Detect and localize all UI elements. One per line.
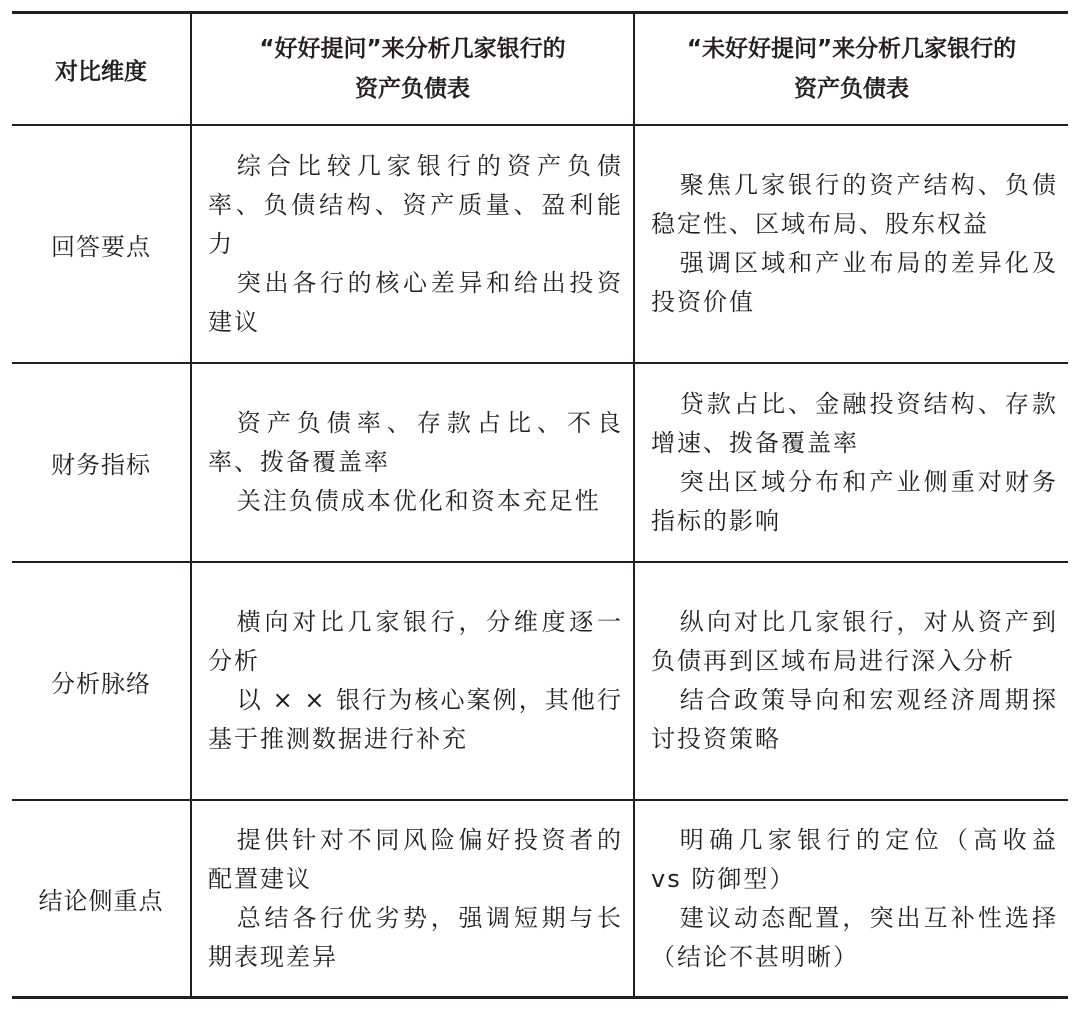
cell-paragraph: 聚焦几家银行的资产结构、负债稳定性、区域布局、股东权益: [651, 171, 1058, 238]
row-dimension: 回答要点: [12, 125, 191, 363]
cell-paragraph: 强调区域和产业布局的差异化及投资价值: [651, 249, 1058, 316]
cell-paragraph: 综合比较几家银行的资产负债率、负债结构、资产质量、盈利能力: [208, 151, 623, 258]
table-row: [12, 125, 1068, 363]
cell-paragraph: 结合政策导向和宏观经济周期探讨投资策略: [651, 686, 1058, 753]
row-good-cell: [191, 800, 634, 998]
header-bad-question: [634, 13, 1068, 126]
row-dimension: 结论侧重点: [12, 800, 191, 998]
comparison-table: [12, 11, 1068, 999]
cell-paragraph: 突出区域分布和产业侧重对财务指标的影响: [651, 467, 1058, 535]
table-header-row: [12, 13, 1068, 126]
cell-paragraph: 突出各行的核心差异和给出投资建议: [208, 268, 623, 336]
row-bad-cell: [634, 800, 1068, 998]
row-dimension: 财务指标: [12, 363, 191, 562]
cell-paragraph: 纵向对比几家银行，对从资产到负债再到区域布局进行深入分析: [651, 608, 1058, 675]
table-row: [12, 562, 1068, 800]
cell-paragraph: 明确几家银行的定位（高收益 vs 防御型）: [651, 825, 1058, 893]
comparison-table-container: [12, 11, 1068, 999]
row-good-cell: [191, 363, 634, 562]
cell-paragraph: 横向对比几家银行，分维度逐一分析: [208, 608, 623, 675]
cell-paragraph: 关注负债成本优化和资本充足性: [236, 487, 601, 515]
cell-paragraph: 总结各行优劣势，强调短期与长期表现差异: [208, 903, 623, 971]
header-good-question: [191, 13, 634, 126]
header-bad-line-2: 资产负债表: [794, 76, 909, 102]
cell-paragraph: 建议动态配置，突出互补性选择（结论不甚明晰）: [651, 903, 1058, 971]
row-bad-cell: [634, 363, 1068, 562]
cell-paragraph: 资产负债率、存款占比、不良率、拨备覆盖率: [208, 409, 623, 476]
table-row: [12, 800, 1068, 998]
header-good-line-2: 资产负债表: [355, 76, 470, 102]
header-dimension: 对比维度: [12, 13, 191, 126]
header-good-line-1: “好好提问”来分析几家银行的: [259, 36, 566, 62]
table-row: [12, 363, 1068, 562]
header-bad-line-1: “未好好提问”来分析几家银行的: [686, 36, 1017, 62]
row-good-cell: [191, 562, 634, 800]
cell-paragraph: 以 × × 银行为核心案例，其他行基于推测数据进行补充: [208, 686, 623, 753]
row-dimension: 分析脉络: [12, 562, 191, 800]
row-bad-cell: [634, 562, 1068, 800]
cell-paragraph: 贷款占比、金融投资结构、存款增速、拨备覆盖率: [651, 389, 1058, 457]
cell-paragraph: 提供针对不同风险偏好投资者的配置建议: [208, 825, 623, 893]
row-bad-cell: [634, 125, 1068, 363]
row-good-cell: [191, 125, 634, 363]
